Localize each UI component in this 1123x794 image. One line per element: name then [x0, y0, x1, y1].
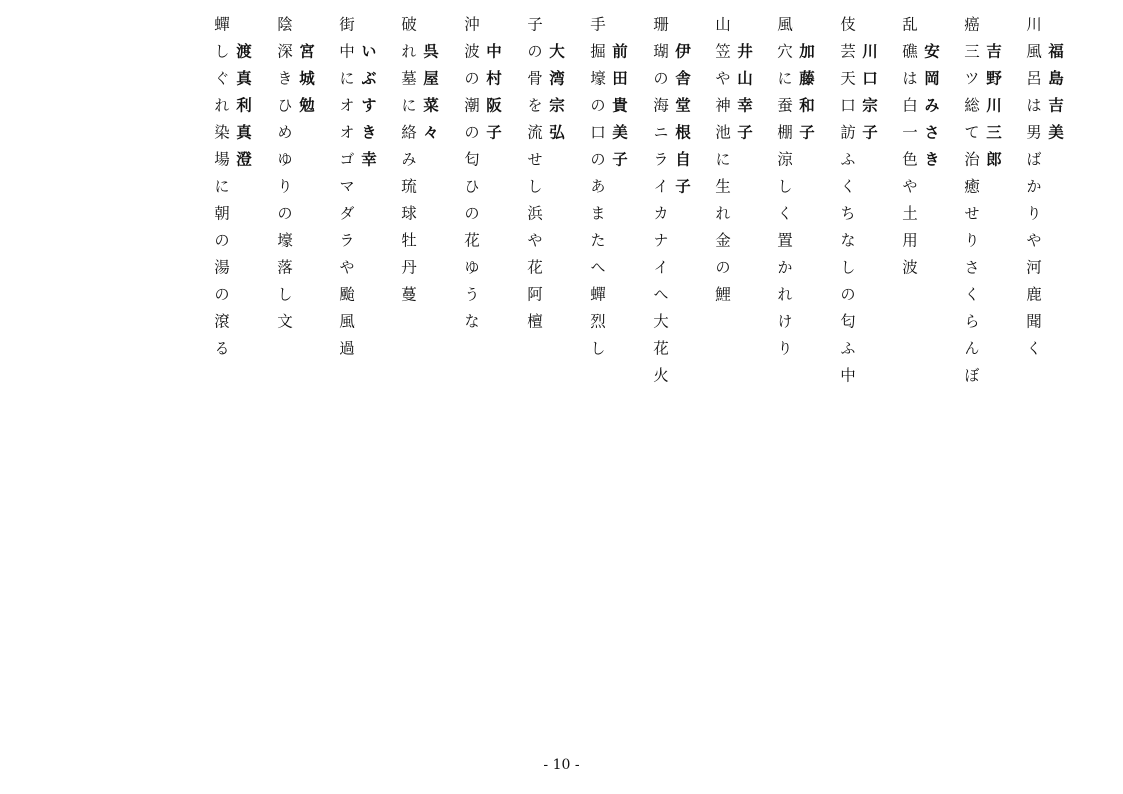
haiku-text: 癌三ツ総て治癒せりさくらんぼ — [962, 16, 980, 394]
haiku-text: 蟬しぐれ染場に朝の湯の滾る — [212, 16, 230, 367]
author-name: 福島吉美 — [1046, 43, 1064, 151]
haiku-column-14 — [210, 16, 254, 406]
author-name: 川口宗子 — [860, 43, 878, 151]
page-number: - 10 - — [543, 757, 580, 773]
haiku-text: 川風呂は男ばかりや河鹿聞く — [1024, 16, 1042, 367]
haiku-column-4 — [836, 16, 880, 406]
haiku-column-13 — [273, 16, 317, 406]
author-name: 加藤和子 — [797, 43, 815, 151]
author-name: 伊舎堂根自子 — [673, 43, 691, 205]
author-name: 中村阪子 — [484, 43, 502, 151]
haiku-column-3 — [898, 16, 942, 406]
haiku-column-6 — [711, 16, 755, 406]
author-name: 安岡みさき — [922, 43, 940, 178]
haiku-text: 街中にオオゴマダラや颱風過 — [337, 16, 355, 367]
haiku-text: 子の骨を流せし浜や花阿檀 — [525, 16, 543, 340]
author-name: 吉野川三郎 — [984, 43, 1002, 178]
haiku-text: 伎芸天口訪ふくちなしの匂ふ中 — [838, 16, 856, 394]
haiku-text: 手掘壕の口のあまたへ蟬烈し — [588, 16, 606, 367]
haiku-column-1 — [1022, 16, 1066, 406]
haiku-text: 乱礁は白一色や土用波 — [900, 16, 918, 286]
author-name: いぶすき幸 — [359, 43, 377, 178]
haiku-column-10 — [460, 16, 504, 406]
haiku-text: 珊瑚の海ニライカナイへ大花火 — [651, 16, 669, 394]
author-name: 宮城勉 — [297, 43, 315, 124]
haiku-column-8 — [586, 16, 630, 406]
haiku-column-9 — [523, 16, 567, 406]
author-name: 前田貴美子 — [610, 43, 628, 178]
haiku-text: 陰深きひめゆりの壕落し文 — [275, 16, 293, 340]
haiku-column-11 — [397, 16, 441, 406]
haiku-text: 破れ墓に絡み琉球牡丹蔓 — [399, 16, 417, 313]
author-name: 大湾宗弘 — [547, 43, 565, 151]
haiku-column-2 — [960, 16, 1004, 406]
haiku-text: 沖波の潮の匂ひの花ゆうな — [462, 16, 480, 340]
author-name: 呉屋菜々 — [421, 43, 439, 151]
haiku-text: 山笠や神池に生れ金の鯉 — [713, 16, 731, 313]
author-name: 渡真利真澄 — [234, 43, 252, 178]
haiku-text: 風穴に蚕棚涼しく置かれけり — [775, 16, 793, 367]
haiku-column-7 — [649, 16, 693, 406]
haiku-column-5 — [773, 16, 817, 406]
author-name: 井山幸子 — [735, 43, 753, 151]
haiku-column-12 — [335, 16, 379, 406]
